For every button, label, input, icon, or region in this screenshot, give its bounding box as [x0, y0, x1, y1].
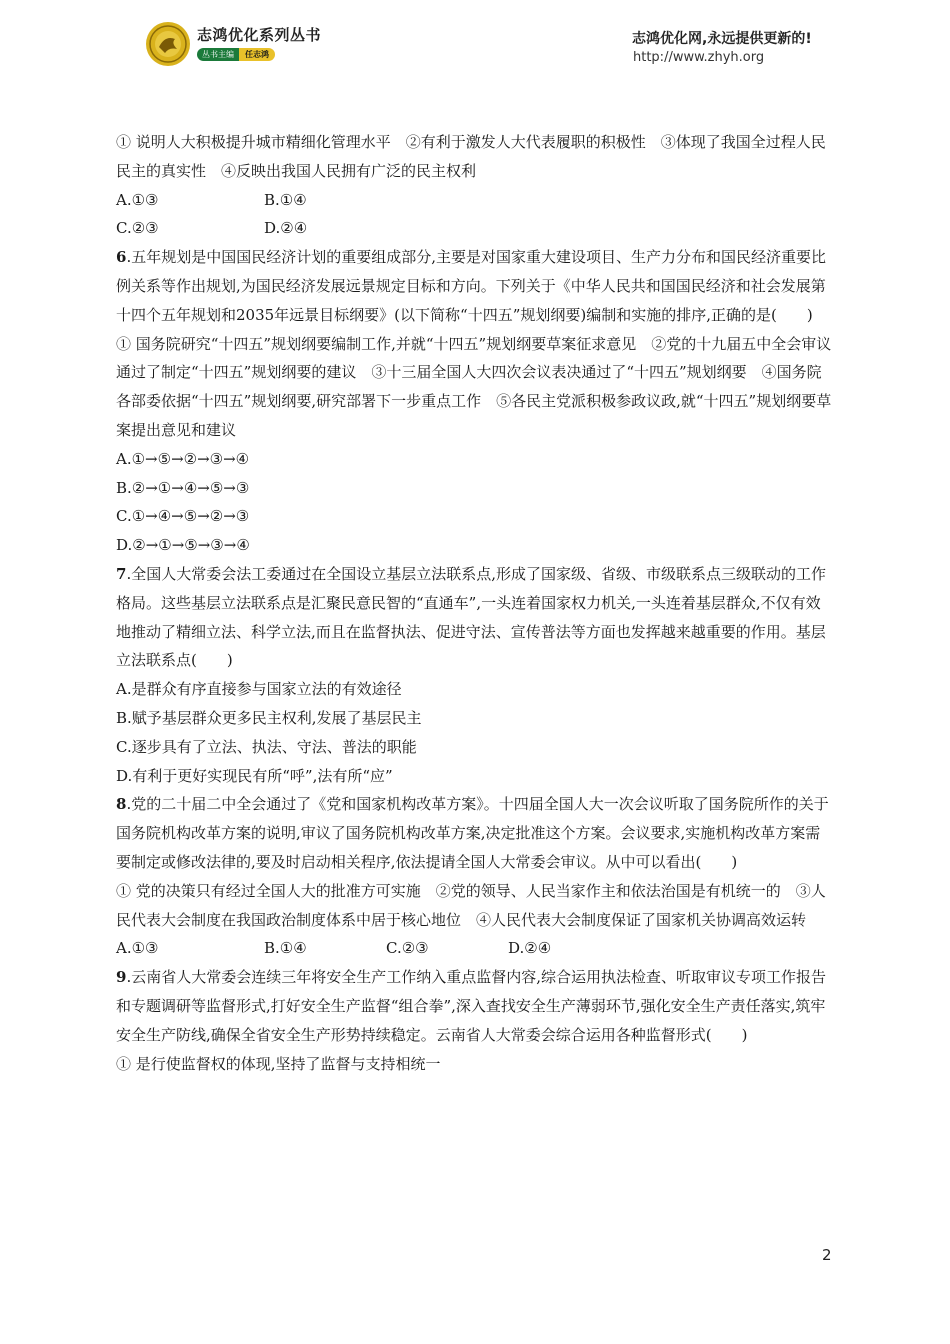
q8-statements: ① 党的决策只有经过全国人大的批准方可实施 ②党的领导、人民当家作主和依法治国是有机统一的 ③人民代表大会制度在我国政治制度体系中居于核心地位 ④人民代表大会制度保证了国家机关协调高效运转: [116, 881, 826, 929]
brand-seal-logo: [145, 21, 191, 67]
page-number: 2: [822, 1246, 832, 1264]
q5-option-b[interactable]: B.①④: [264, 190, 307, 209]
q6-number: 6: [116, 248, 127, 267]
q6-stem: [116, 243, 834, 329]
q7-option-d[interactable]: D.有利于更好实现民有所“呼”,法有所“应”: [116, 766, 393, 785]
q8-option-a[interactable]: A.①③: [116, 939, 159, 958]
q9-number: 9: [116, 968, 127, 987]
editor-badge: [197, 48, 275, 61]
q6-statements: ① 国务院研究“十四五”规划纲要编制工作,并就“十四五”规划纲要草案征求意见 ②党的十九届五中全会审议通过了制定“十四五”规划纲要的建议 ③十三届全国人大四次会议表决通过了“十四五”规划纲要 ④国务院各部委依据“十四五”规划纲要,研究部署下一步重点工作 ⑤各民主党派积极参政议政,就“十四五”规划纲要草案提出意见和建议: [116, 334, 832, 439]
q6-option-c[interactable]: C.①→④→⑤→②→③: [116, 507, 250, 526]
q5-options-row-2: [116, 214, 834, 243]
q8-option-c[interactable]: C.②③: [386, 939, 429, 958]
brand-title: 志鸿优化系列丛书: [197, 26, 322, 44]
q7-option-c[interactable]: C.逐步具有了立法、执法、守法、普法的职能: [116, 737, 417, 756]
q7-option-b[interactable]: B.赋予基层群众更多民主权利,发展了基层民主: [116, 708, 422, 727]
q5-option-a[interactable]: A.①③: [116, 190, 159, 209]
q7-stem-text: .全国人大常委会法工委通过在全国设立基层立法联系点,形成了国家级、省级、市级联系点三级联动的工作格局。这些基层立法联系点是汇聚民意民智的“直通车”,一头连着国家权力机关,一头连着基层群众,不仅有效地推动了精细立法、科学立法,而且在监督执法、促进守法、宣传普法等方面也发挥越来越重要的作用。基层立法联系点( ): [116, 564, 826, 670]
header-slogan: 志鸿优化网,永远提供更新的!: [632, 31, 812, 47]
page-header: [0, 0, 950, 80]
q8-options-row: [116, 934, 834, 963]
q8-option-d[interactable]: D.②④: [508, 939, 552, 958]
q5-statements: ① 说明人大积极提升城市精细化管理水平 ②有利于激发人大代表履职的积极性 ③体现了我国全过程人民民主的真实性 ④反映出我国人民拥有广泛的民主权利: [116, 133, 826, 180]
q5-option-c[interactable]: C.②③: [116, 219, 159, 238]
question-content: [116, 128, 834, 1078]
q5-option-d[interactable]: D.②④: [264, 219, 308, 238]
q7-number: 7: [116, 564, 127, 583]
q9-stem: [116, 963, 834, 1049]
q7-stem: [116, 560, 834, 675]
q8-option-b[interactable]: B.①④: [264, 939, 307, 958]
q6-option-b[interactable]: B.②→①→④→⑤→③: [116, 478, 250, 497]
q8-stem: [116, 790, 834, 876]
q9-statement-1: ① 是行使监督权的体现,坚持了监督与支持相统一: [116, 1054, 441, 1073]
editor-name: 任志鸿: [239, 48, 275, 61]
q8-stem-text: .党的二十届二中全会通过了《党和国家机构改革方案》。十四届全国人大一次会议听取了国务院所作的关于国务院机构改革方案的说明,审议了国务院机构改革方案,决定批准这个方案。会议要求,实施机构改革方案需要制定或修改法律的,要及时启动相关程序,依法提请全国人大常委会审议。从中可以看出( ): [116, 795, 829, 871]
q6-stem-text: .五年规划是中国国民经济计划的重要组成部分,主要是对国家重大建设项目、生产力分布和国民经济重要比例关系等作出规划,为国民经济发展远景规定目标和方向。下列关于《中华人民共和国国民经济和社会发展第十四个五年规划和2035年远景目标纲要》(以下简称“十四五”规划纲要)编制和实施的排序,正确的是( ): [116, 248, 826, 324]
q6-option-d[interactable]: D.②→①→⑤→③→④: [116, 536, 250, 555]
editor-label: 丛书主编: [197, 48, 239, 61]
q9-stem-text: .云南省人大常委会连续三年将安全生产工作纳入重点监督内容,综合运用执法检查、听取审议专项工作报告和专题调研等监督形式,打好安全生产监督“组合拳”,深入查找安全生产薄弱环节,强化安全生产责任落实,筑牢安全生产防线,确保全省安全生产形势持续稳定。云南省人大常委会综合运用各种监督形式( ): [116, 968, 826, 1044]
header-url[interactable]: http://www.zhyh.org: [633, 50, 765, 65]
q7-option-a[interactable]: A.是群众有序直接参与国家立法的有效途径: [116, 680, 402, 699]
q8-number: 8: [116, 795, 127, 814]
q6-option-a[interactable]: A.①→⑤→②→③→④: [116, 449, 250, 468]
q5-options-row-1: [116, 186, 834, 215]
